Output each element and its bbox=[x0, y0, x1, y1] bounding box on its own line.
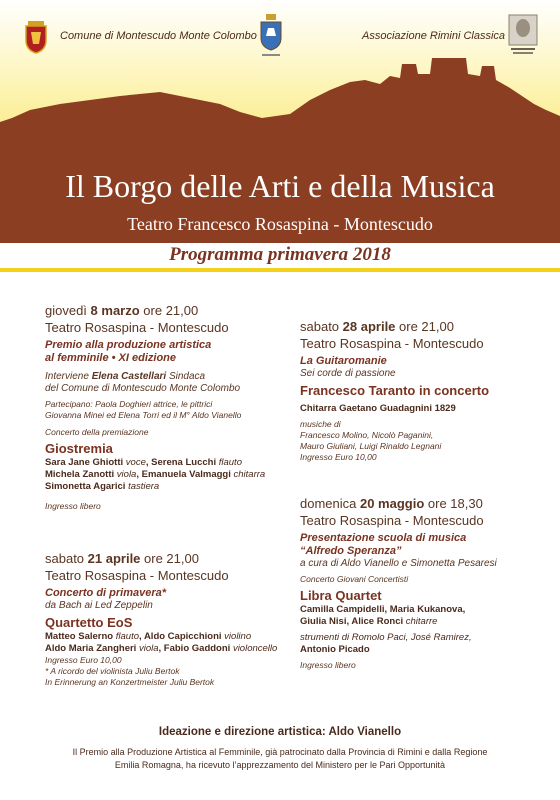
performer-line: Camilla Campidelli, Maria Kukanova, bbox=[300, 604, 466, 615]
rimini-classica-logo bbox=[508, 14, 538, 58]
program-title: Programma primavera 2018 bbox=[169, 244, 391, 265]
event-group: Libra Quartet bbox=[300, 588, 382, 603]
performer-line: Matteo Salerno flauto, Aldo Capicchioni violino bbox=[45, 631, 252, 642]
event-concert-label: Concerto Giovani Concertisti bbox=[300, 574, 409, 584]
comune-coat-of-arms-logo bbox=[22, 20, 50, 54]
event-curated: a cura di Aldo Vianello e Simonetta Pesaresi bbox=[300, 558, 497, 569]
performer-line: Simonetta Agarici tastiera bbox=[45, 481, 160, 492]
event-entry: Ingresso Euro 10,00 bbox=[300, 452, 377, 462]
event-instruments: strumenti di Romolo Paci, José Ramirez, bbox=[300, 632, 472, 643]
performer-line: Giulia Nisi, Alice Ronci chitarre bbox=[300, 616, 438, 627]
event-venue: Teatro Rosaspina - Montescudo bbox=[45, 568, 229, 583]
event-entry: Ingresso libero bbox=[45, 501, 101, 511]
event-title: Concerto di primavera* bbox=[45, 587, 167, 599]
event-28-aprile bbox=[300, 318, 550, 463]
event-date: giovedì 8 marzo ore 21,00 bbox=[45, 303, 199, 318]
event-participants: Giovanna Minei ed Elena Torri ed il M° Aldo Vianello bbox=[45, 410, 242, 420]
event-20-maggio bbox=[300, 495, 540, 671]
event-composers: Francesco Molino, Nicolò Paganini, bbox=[300, 430, 434, 440]
event-title: La Guitaromanie bbox=[300, 355, 387, 367]
performer-line: Sara Jane Ghiotti voce, Serena Lucchi flauto bbox=[45, 457, 242, 468]
event-venue: Teatro Rosaspina - Montescudo bbox=[300, 513, 484, 528]
event-group: Giostremia bbox=[45, 441, 113, 456]
artistic-direction: Ideazione e direzione artistica: Aldo Vianello bbox=[158, 726, 402, 738]
performer-line: Michela Zanotti viola, Emanuela Valmaggi chitarra bbox=[45, 469, 266, 480]
event-note: * A ricordo del violinista Juliu Bertok bbox=[45, 666, 180, 676]
event-group: Francesco Taranto in concerto bbox=[300, 383, 490, 398]
event-8-marzo bbox=[45, 302, 295, 512]
event-date: domenica 20 maggio ore 18,30 bbox=[300, 496, 483, 511]
event-instruments: Antonio Picado bbox=[300, 644, 370, 655]
event-title: Presentazione scuola di musica bbox=[300, 532, 467, 544]
event-entry: Ingresso Euro 10,00 bbox=[45, 655, 122, 665]
event-venue: Teatro Rosaspina - Montescudo bbox=[300, 336, 484, 351]
divider-rule bbox=[0, 268, 560, 272]
event-speaker: Interviene Elena Castellari Sindaca bbox=[45, 371, 206, 382]
event-participants: Partecipano: Paola Doghieri attrice, le pittrici bbox=[45, 399, 213, 409]
event-music-label: musiche di bbox=[300, 419, 341, 429]
performer-line: Aldo Maria Zangheri viola, Fabio Gaddoni violoncello bbox=[45, 643, 278, 654]
association-name: Associazione Rimini Classica bbox=[362, 30, 506, 42]
event-group: Quartetto EoS bbox=[45, 615, 133, 630]
event-title: “Alfredo Speranza” bbox=[300, 545, 402, 557]
footer-note: Emilia Romagna, ha ricevuto l’apprezzamento del Ministero per le Pari Opportunità bbox=[114, 760, 446, 770]
poster-subtitle: Teatro Francesco Rosaspina - Montescudo bbox=[127, 214, 433, 234]
event-note: In Erinnerung an Konzertmeister Juliu Bertok bbox=[45, 677, 215, 687]
event-21-aprile bbox=[45, 550, 295, 688]
event-composers: Mauro Giuliani, Luigi Rinaldo Legnani bbox=[300, 441, 442, 451]
event-subtitle: Sei corde di passione bbox=[300, 368, 396, 379]
event-title: Premio alla produzione artistica bbox=[45, 339, 212, 351]
montecolombo-coat-of-arms-logo bbox=[258, 14, 284, 60]
poster-title: Il Borgo delle Arti e della Musica bbox=[65, 168, 495, 204]
event-subtitle: da Bach ai Led Zeppelin bbox=[45, 600, 153, 611]
comune-name: Comune di Montescudo Monte Colombo bbox=[60, 30, 257, 42]
event-concert-label: Concerto della premiazione bbox=[45, 427, 149, 437]
event-date: sabato 28 aprile ore 21,00 bbox=[300, 319, 454, 334]
event-instrument: Chitarra Gaetano Guadagnini 1829 bbox=[300, 403, 456, 414]
event-title: al femminile • XI edizione bbox=[45, 352, 176, 364]
footer-note: Il Premio alla Produzione Artistica al Femminile, già patrocinato dalla Provincia di Rimini e dalla Regione bbox=[72, 747, 488, 757]
event-date: sabato 21 aprile ore 21,00 bbox=[45, 551, 199, 566]
event-entry: Ingresso libero bbox=[300, 660, 356, 670]
event-speaker-role: del Comune di Montescudo Monte Colombo bbox=[45, 383, 241, 394]
event-venue: Teatro Rosaspina - Montescudo bbox=[45, 320, 229, 335]
